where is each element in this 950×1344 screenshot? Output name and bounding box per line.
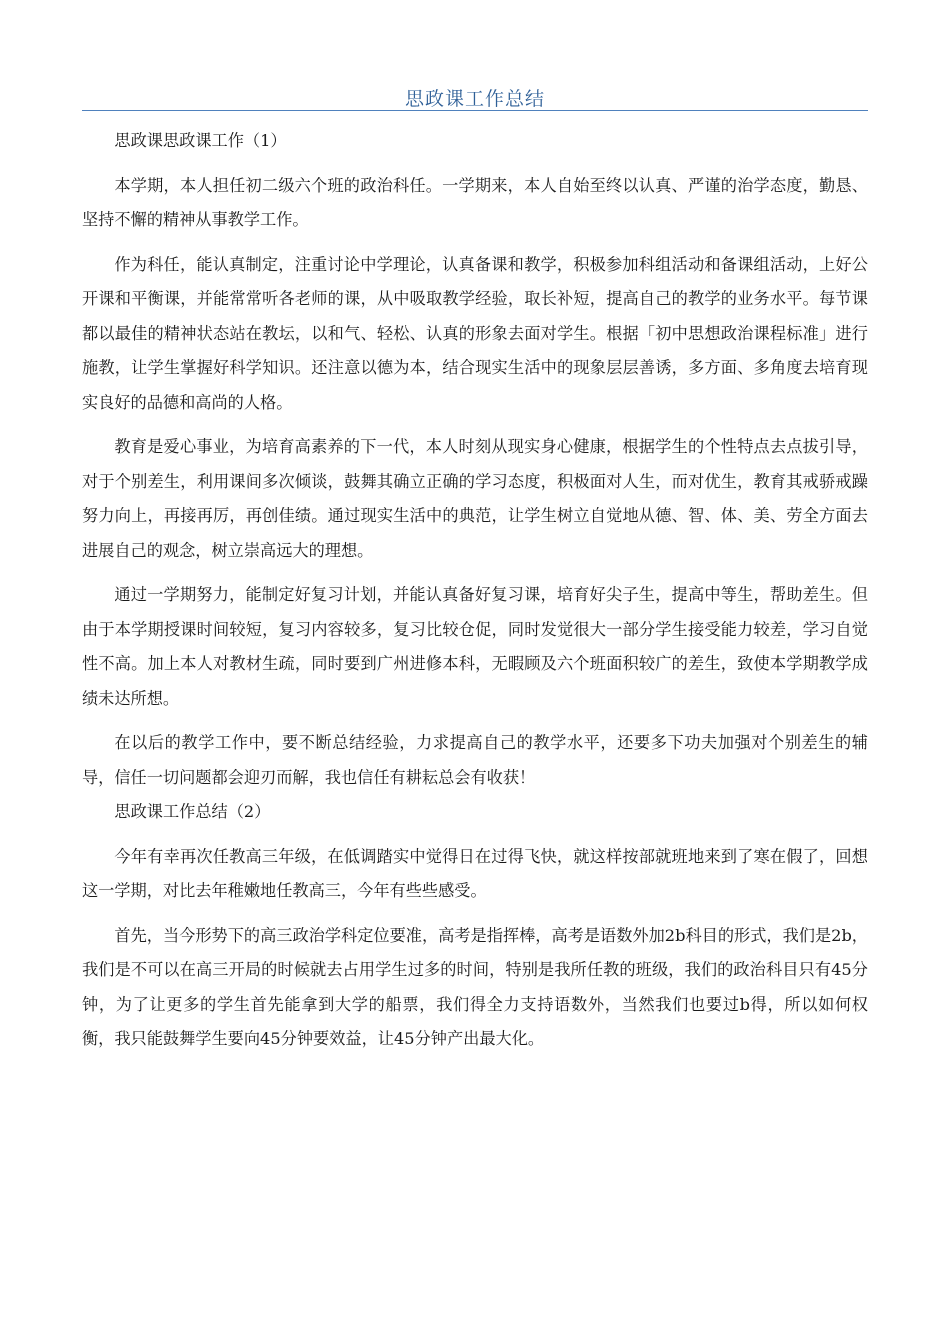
section-heading-1: 思政课思政课工作（1） [114, 131, 287, 150]
document-title: 思政课工作总结 [404, 88, 545, 110]
paragraph: 作为科任，能认真制定，注重讨论中学理论，认真备课和教学，积极参加科组活动和备课组活动，上好公开课和平衡课，并能常常听各老师的课，从中吸取教学经验，取长补短，提高自己的教学的业务水平。每节课都以最佳的精神状态站在教坛，以和气、轻松、认真的形象去面对学生。根据「初中思想政治课程标准」进行施教，让学生掌握好科学知识。还注意以德为本，结合现实生活中的现象层层善诱，多方面、多角度去培育现实良好的品德和高尚的人格。 [82, 254, 868, 412]
paragraph: 本学期，本人担任初二级六个班的政治科任。一学期来，本人自始至终以认真、严谨的治学态度，勤恳、坚持不懈的精神从事教学工作。 [82, 175, 868, 229]
document-header [82, 80, 868, 111]
section-heading-2: 思政课工作总结（2） [114, 802, 271, 821]
paragraph: 通过一学期努力，能制定好复习计划，并能认真备好复习课，培育好尖子生，提高中等生，帮助差生。但由于本学期授课时间较短，复习内容较多，复习比较仓促，同时发觉很大一部分学生接受能力较差，学习自觉性不高。加上本人对教材生疏，同时要到广州进修本科，无暇顾及六个班面积较广的差生，致使本学期教学成绩未达所想。 [82, 585, 868, 708]
document-body [82, 124, 868, 1057]
paragraph: 在以后的教学工作中，要不断总结经验，力求提高自己的教学水平，还要多下功夫加强对个别差生的辅导，信任一切问题都会迎刃而解，我也信任有耕耘总会有收获！ [82, 733, 868, 787]
paragraph: 教育是爱心事业，为培育高素养的下一代，本人时刻从现实身心健康，根据学生的个性特点去点拔引导，对于个别差生，利用课间多次倾谈，鼓舞其确立正确的学习态度，积极面对人生，而对优生，教育其戒骄戒躁努力向上，再接再厉，再创佳绩。通过现实生活中的典范，让学生树立自觉地从德、智、体、美、劳全方面去进展自己的观念，树立崇高远大的理想。 [82, 437, 868, 560]
paragraph: 今年有幸再次任教高三年级，在低调踏实中觉得日在过得飞快，就这样按部就班地来到了寒在假了，回想这一学期，对比去年稚嫩地任教高三，今年有些些感受。 [82, 846, 868, 900]
paragraph: 首先，当今形势下的高三政治学科定位要准，高考是指挥棒，高考是语数外加2b科目的形式，我们是2b，我们是不可以在高三开局的时候就去占用学生过多的时间，特别是我所任教的班级，我们的政治科目只有45分钟，为了让更多的学生首先能拿到大学的船票，我们得全力支持语数外，当然我们也要过b得，所以如何权衡，我只能鼓舞学生要向45分钟要效益，让45分钟产出最大化。 [82, 925, 868, 1048]
